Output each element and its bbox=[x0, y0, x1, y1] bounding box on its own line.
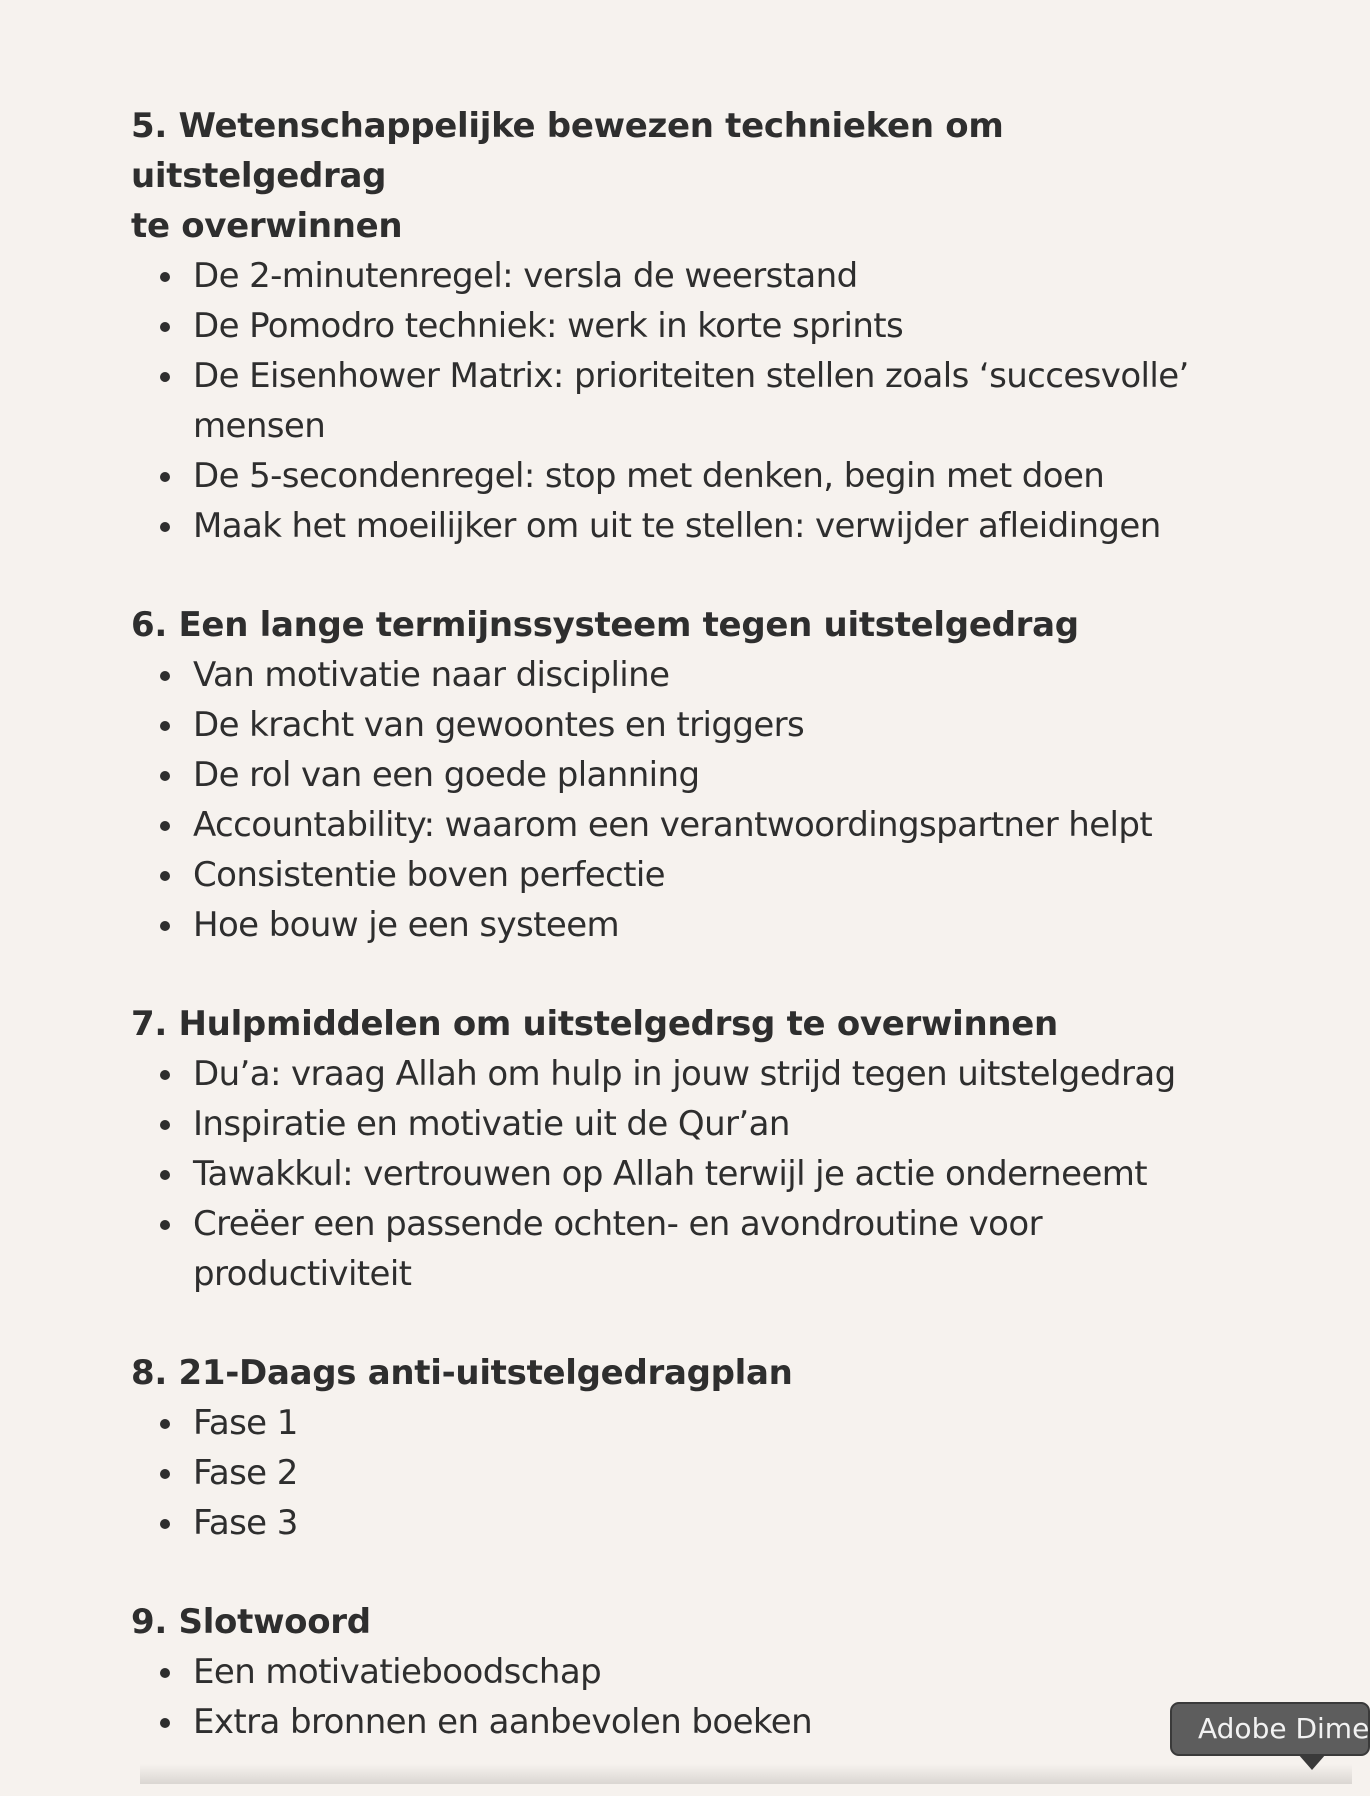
list-item bbox=[131, 1099, 1231, 1149]
list-item-text: Du’a: vraag Allah om hulp in jouw strijd tegen uitstelgedrag bbox=[193, 1054, 1176, 1094]
list-item-text: Van motivatie naar discipline bbox=[193, 655, 670, 695]
bullet-icon bbox=[160, 721, 170, 731]
list-item-text-line-2: productiviteit bbox=[193, 1254, 412, 1294]
list-item-text: Hoe bouw je een systeem bbox=[193, 905, 620, 945]
list-item-text: Consistentie boven perfectie bbox=[193, 855, 666, 895]
list-item bbox=[131, 850, 1231, 900]
section-heading bbox=[131, 101, 1231, 251]
bullet-icon bbox=[160, 671, 170, 681]
list-item-text: Een motivatieboodschap bbox=[193, 1652, 602, 1692]
section-heading: 9. Slotwoord bbox=[131, 1602, 371, 1642]
bullet-icon bbox=[160, 821, 170, 831]
list-item bbox=[131, 750, 1231, 800]
list-item-text-line-2: mensen bbox=[193, 406, 326, 446]
section-heading-line-1: 5. Wetenschappelijke bewezen technieken om uitstelgedrag bbox=[131, 106, 1004, 196]
bullet-icon bbox=[160, 272, 170, 282]
tooltip-label: Adobe Dime bbox=[1198, 1712, 1370, 1745]
list-item bbox=[131, 1049, 1231, 1099]
bullet-icon bbox=[160, 322, 170, 332]
section-6 bbox=[131, 600, 1231, 950]
list-item-text-line-1: De Eisenhower Matrix: prioriteiten stellen zoals ‘succesvolle’ bbox=[193, 356, 1189, 396]
list-item bbox=[131, 900, 1231, 950]
section-heading: 8. 21-Daags anti-uitstelgedragplan bbox=[131, 1353, 793, 1393]
bullet-icon bbox=[160, 1519, 170, 1529]
bullet-icon bbox=[160, 472, 170, 482]
list-item bbox=[131, 301, 1231, 351]
tooltip-arrow-icon bbox=[1298, 1754, 1326, 1770]
list-item-text: De 2-minutenregel: versla de weerstand bbox=[193, 256, 858, 296]
section-heading-line-2: te overwinnen bbox=[131, 206, 403, 246]
bullet-icon bbox=[160, 1220, 170, 1230]
list-item-text: Inspiratie en motivatie uit de Qur’an bbox=[193, 1104, 790, 1144]
list-item bbox=[131, 1448, 1231, 1498]
bullet-icon bbox=[160, 1070, 170, 1080]
list-item-text: De 5-secondenregel: stop met denken, begin met doen bbox=[193, 456, 1105, 496]
list-item-text: Maak het moeilijker om uit te stellen: verwijder afleidingen bbox=[193, 506, 1161, 546]
bullet-list bbox=[131, 1647, 1231, 1747]
list-item bbox=[131, 800, 1231, 850]
bullet-icon bbox=[160, 921, 170, 931]
list-item-text: De Pomodro techniek: werk in korte sprints bbox=[193, 306, 904, 346]
section-8 bbox=[131, 1348, 1231, 1548]
bullet-list bbox=[131, 1049, 1231, 1299]
bullet-list bbox=[131, 650, 1231, 950]
list-item bbox=[131, 1697, 1231, 1747]
list-item bbox=[131, 1398, 1231, 1448]
list-item-text: Tawakkul: vertrouwen op Allah terwijl je actie onderneemt bbox=[193, 1154, 1148, 1194]
list-item bbox=[131, 451, 1231, 501]
bullet-icon bbox=[160, 372, 170, 382]
list-item bbox=[131, 700, 1231, 750]
list-item bbox=[131, 1149, 1231, 1199]
list-item-text: De rol van een goede planning bbox=[193, 755, 700, 795]
bullet-list bbox=[131, 1398, 1231, 1548]
bullet-icon bbox=[160, 871, 170, 881]
list-item bbox=[131, 501, 1231, 551]
section-heading: 6. Een lange termijnssysteem tegen uitstelgedrag bbox=[131, 605, 1079, 645]
list-item-text: Fase 1 bbox=[193, 1403, 298, 1443]
list-item bbox=[131, 650, 1231, 700]
section-5 bbox=[131, 101, 1231, 551]
list-item bbox=[131, 251, 1231, 301]
list-item-text: Accountability: waarom een verantwoordingspartner helpt bbox=[193, 805, 1153, 845]
bullet-icon bbox=[160, 1120, 170, 1130]
list-item bbox=[131, 351, 1231, 451]
list-item-text: Extra bronnen en aanbevolen boeken bbox=[193, 1702, 813, 1742]
section-heading: 7. Hulpmiddelen om uitstelgedrsg te overwinnen bbox=[131, 1004, 1058, 1044]
bullet-icon bbox=[160, 1469, 170, 1479]
list-item bbox=[131, 1647, 1231, 1697]
bullet-icon bbox=[160, 1419, 170, 1429]
section-7 bbox=[131, 999, 1231, 1299]
bullet-icon bbox=[160, 1718, 170, 1728]
list-item-text: Fase 3 bbox=[193, 1503, 298, 1543]
bullet-icon bbox=[160, 771, 170, 781]
list-item bbox=[131, 1498, 1231, 1548]
section-9 bbox=[131, 1597, 1231, 1747]
bullet-icon bbox=[160, 1170, 170, 1180]
list-item-text-line-1: Creëer een passende ochten- en avondroutine voor bbox=[193, 1204, 1042, 1244]
document-body bbox=[131, 101, 1231, 1796]
list-item-text: De kracht van gewoontes en triggers bbox=[193, 705, 805, 745]
bottom-shadow bbox=[140, 1764, 1352, 1784]
list-item-text: Fase 2 bbox=[193, 1453, 298, 1493]
bullet-list bbox=[131, 251, 1231, 551]
list-item bbox=[131, 1199, 1231, 1299]
bullet-icon bbox=[160, 522, 170, 532]
bullet-icon bbox=[160, 1668, 170, 1678]
app-tooltip[interactable] bbox=[1170, 1702, 1370, 1756]
